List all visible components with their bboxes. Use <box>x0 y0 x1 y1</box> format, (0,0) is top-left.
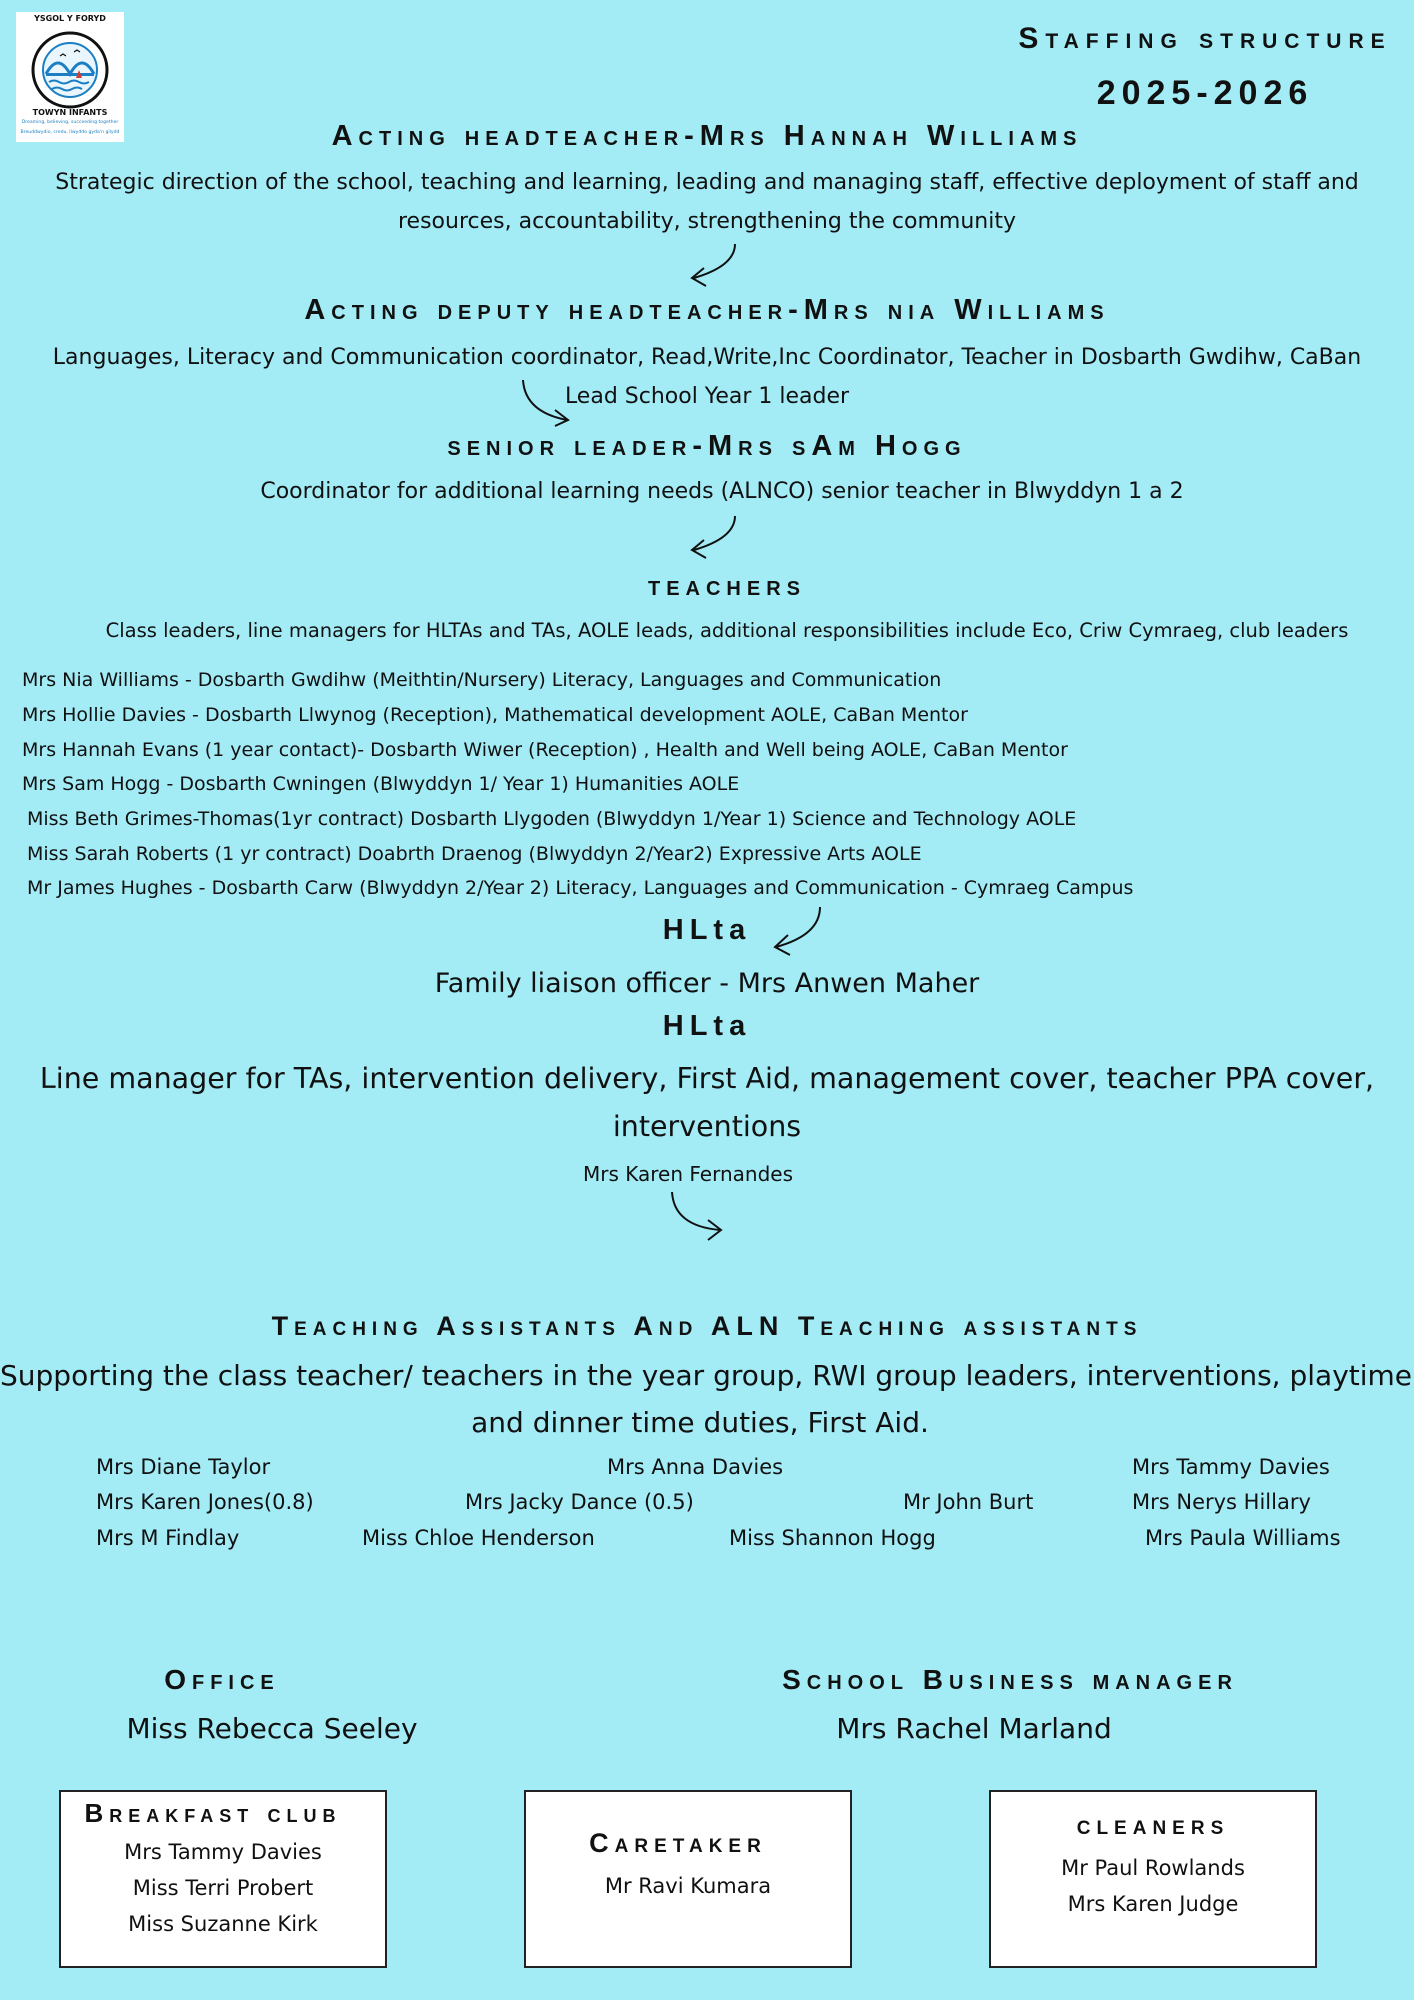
page-year: 2025-2026 <box>1096 74 1314 112</box>
breakfast-club-name: Miss Suzanne Kirk <box>128 1912 318 1936</box>
teacher-item: Mrs Nia Williams - Dosbarth Gwdihw (Meithtin/Nursery) Literacy, Languages and Communication <box>22 669 942 691</box>
teachers-heading: teachers <box>647 570 806 602</box>
cleaners-name: Mr Paul Rowlands <box>1061 1856 1245 1880</box>
deputy-heading: Acting deputy headteacher-Mrs nia Williams <box>304 294 1110 326</box>
hlta-desc-2: interventions <box>612 1110 802 1143</box>
caretaker-box <box>524 1790 852 1968</box>
teacher-item: Miss Beth Grimes-Thomas(1yr contract) Dosbarth Llygoden (Blwyddyn 1/Year 1) Science and Technology AOLE <box>27 808 1077 830</box>
logo-top-text: YSGOL Y FORYD <box>34 14 106 23</box>
senior-leader-desc: Coordinator for additional learning needs (ALNCO) senior teacher in Blwyddyn 1 a 2 <box>260 479 1184 504</box>
teacher-item: Mr James Hughes - Dosbarth Carw (Blwyddyn 2/Year 2) Literacy, Languages and Communication - Cymraeg Campus <box>27 877 1134 899</box>
caretaker-name: Mr Ravi Kumara <box>604 1874 772 1898</box>
ta-name: Mrs Karen Jones(0.8) <box>96 1490 314 1514</box>
hlta-name: Mrs Karen Fernandes <box>582 1162 793 1186</box>
curved-arrow-icon <box>680 512 740 567</box>
curved-arrow-icon <box>515 378 575 428</box>
breakfast-club-box <box>59 1790 387 1968</box>
breakfast-club-name: Mrs Tammy Davies <box>124 1840 322 1864</box>
ta-name: Miss Shannon Hogg <box>729 1526 936 1550</box>
breakfast-club-heading: Breakfast club <box>84 1798 342 1828</box>
curved-arrow-icon <box>680 240 740 295</box>
headteacher-desc-1: Strategic direction of the school, teaching and learning, leading and managing staff, effective deployment of staff and <box>55 170 1359 195</box>
ta-name: Mrs Diane Taylor <box>96 1455 271 1479</box>
office-heading: Office <box>164 1664 280 1695</box>
ta-name: Mrs Nerys Hillary <box>1132 1490 1311 1514</box>
ta-name: Mrs Paula Williams <box>1145 1526 1341 1550</box>
teacher-item: Mrs Hollie Davies - Dosbarth Llwynog (Reception), Mathematical development AOLE, CaBan Mentor <box>22 704 968 726</box>
teachers-desc: Class leaders, line managers for HLTAs and TAs, AOLE leads, additional responsibilities include Eco, Criw Cymraeg, club leaders <box>105 619 1349 642</box>
logo-bottom-text: TOWYN INFANTS <box>32 108 108 117</box>
headteacher-heading: Acting headteacher-Mrs Hannah Williams <box>331 120 1083 152</box>
ta-name: Mrs Tammy Davies <box>1132 1455 1330 1479</box>
cleaners-heading: cleaners <box>1076 1810 1230 1840</box>
senior-leader-heading: senior leader-Mrs sAm Hogg <box>447 430 967 462</box>
teacher-item: Mrs Hannah Evans (1 year contact)- Dosbarth Wiwer (Reception) , Health and Well being AOLE, CaBan Mentor <box>22 739 1068 761</box>
cleaners-name: Mrs Karen Judge <box>1067 1892 1239 1916</box>
hlta-family-liaison: Family liaison officer - Mrs Anwen Maher <box>434 968 980 999</box>
page-title: Staffing structure <box>1018 22 1392 55</box>
ta-name: Mrs Jacky Dance (0.5) <box>465 1490 694 1514</box>
ta-name: Mrs M Findlay <box>96 1526 240 1550</box>
ta-name: Mr John Burt <box>903 1490 1034 1514</box>
tas-desc-1: Supporting the class teacher/ teachers in the year group, RWI group leaders, interventions, playtime <box>0 1359 1413 1392</box>
hlta-desc-1: Line manager for TAs, intervention delivery, First Aid, management cover, teacher PPA cover, <box>39 1062 1375 1095</box>
business-manager-heading: School Business manager <box>782 1664 1238 1695</box>
breakfast-club-name: Miss Terri Probert <box>132 1876 314 1900</box>
caretaker-heading: Caretaker <box>589 1828 767 1858</box>
deputy-desc-2: Lead School Year 1 leader <box>564 384 850 409</box>
business-manager-name: Mrs Rachel Marland <box>836 1712 1112 1745</box>
deputy-desc-1: Languages, Literacy and Communication coordinator, Read,Write,Inc Coordinator, Teacher in Dosbarth Gwdihw, CaBan <box>52 345 1362 370</box>
tas-heading: Teaching Assistants And ALN Teaching assistants <box>271 1311 1143 1341</box>
teacher-item: Mrs Sam Hogg - Dosbarth Cwningen (Blwyddyn 1/ Year 1) Humanities AOLE <box>22 773 740 795</box>
school-logo <box>16 12 124 142</box>
ta-name: Mrs Anna Davies <box>607 1455 784 1479</box>
curved-arrow-icon <box>666 1190 726 1245</box>
office-name: Miss Rebecca Seeley <box>126 1712 418 1745</box>
hlta-heading-2: HLta <box>662 1010 752 1042</box>
ta-name: Miss Chloe Henderson <box>362 1526 595 1550</box>
headteacher-desc-2: resources, accountability, strengthening the community <box>398 209 1016 234</box>
hlta-heading: HLta <box>662 914 752 946</box>
logo-motto-en: Dreaming, believing, succeeding together <box>21 120 119 125</box>
cleaners-box <box>989 1790 1317 1968</box>
logo-motto-cy: Breuddwydio, credu, llwyddo gyda'n gilydd <box>20 130 120 135</box>
teacher-item: Miss Sarah Roberts (1 yr contract) Doabrth Draenog (Blwyddyn 2/Year2) Expressive Arts AOLE <box>27 843 922 865</box>
tas-desc-2: and dinner time duties, First Aid. <box>471 1406 929 1439</box>
